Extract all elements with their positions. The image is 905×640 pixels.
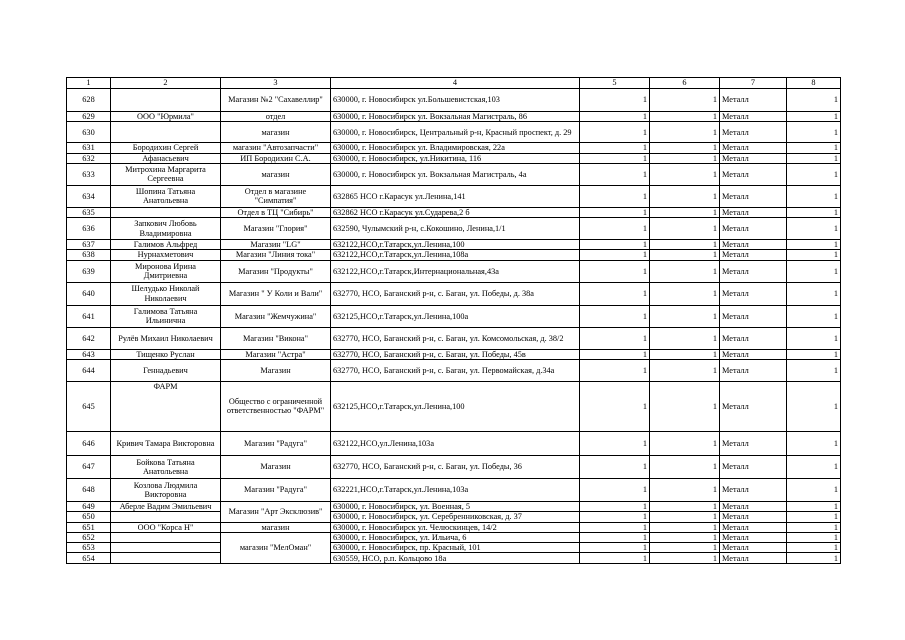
shop-cell: отдел: [221, 112, 331, 122]
table-row: [67, 207, 841, 217]
col8-cell: 1: [787, 381, 841, 431]
row-number: 640: [67, 282, 111, 305]
owner-cell: Миронова Ирина Дмитриевна: [111, 260, 221, 282]
owner-cell: Рулёв Михаил Николаевич: [111, 327, 221, 349]
column-header: 5: [580, 78, 650, 89]
col6-cell: 1: [650, 381, 720, 431]
table-row: [67, 240, 841, 250]
col6-cell: 1: [650, 522, 720, 532]
table-row: [67, 163, 841, 185]
material-cell: Металл: [720, 349, 787, 359]
table-row: [67, 327, 841, 349]
col8-cell: 1: [787, 501, 841, 511]
row-number: 639: [67, 260, 111, 282]
material-cell: Металл: [720, 250, 787, 260]
table-row: [67, 553, 841, 564]
owner-cell: Шопина Татьяна Анатольевна: [111, 185, 221, 207]
table-row: [67, 543, 841, 553]
address-cell: 632125,НСО,г.Татарск,ул.Ленина,100а: [331, 305, 580, 327]
owner-cell: [111, 543, 221, 553]
col8-cell: 1: [787, 359, 841, 381]
col8-cell: 1: [787, 218, 841, 240]
material-cell: Металл: [720, 89, 787, 112]
material-cell: Металл: [720, 381, 787, 431]
row-number: 647: [67, 455, 111, 478]
col6-cell: 1: [650, 163, 720, 185]
col6-cell: 1: [650, 349, 720, 359]
col6-cell: 1: [650, 501, 720, 511]
owner-cell: Шелудько Николай Николаевич: [111, 282, 221, 305]
col5-cell: 1: [580, 250, 650, 260]
material-cell: Металл: [720, 455, 787, 478]
table-row: [67, 349, 841, 359]
col8-cell: 1: [787, 455, 841, 478]
row-number: 643: [67, 349, 111, 359]
col5-cell: 1: [580, 532, 650, 542]
shop-cell: магазин: [221, 522, 331, 532]
col6-cell: 1: [650, 532, 720, 542]
material-cell: Металл: [720, 240, 787, 250]
row-number: 636: [67, 218, 111, 240]
col8-cell: 1: [787, 207, 841, 217]
material-cell: Металл: [720, 207, 787, 217]
owner-cell: Бойкова Татьяна Анатольевна: [111, 455, 221, 478]
col8-cell: 1: [787, 240, 841, 250]
col5-cell: 1: [580, 143, 650, 153]
address-cell: 630000, г. Новосибирск ул. Челюскинцев, 14/2: [331, 522, 580, 532]
col5-cell: 1: [580, 349, 650, 359]
material-cell: Металл: [720, 553, 787, 564]
row-number: 648: [67, 478, 111, 501]
col8-cell: 1: [787, 153, 841, 163]
owner-cell: [111, 122, 221, 143]
address-cell: 632221,НСО,г.Татарск,ул.Ленина,103а: [331, 478, 580, 501]
col6-cell: 1: [650, 553, 720, 564]
material-cell: Металл: [720, 501, 787, 511]
address-cell: 632590, Чулымский р-н, с.Кокошино, Ленина,1/1: [331, 218, 580, 240]
shop-cell: ИП Бородихин С.А.: [221, 153, 331, 163]
owner-cell: [111, 89, 221, 112]
col8-cell: 1: [787, 112, 841, 122]
header-row: [67, 78, 841, 89]
owner-cell: [111, 512, 221, 522]
owner-cell: Запкович Любовь Владимировна: [111, 218, 221, 240]
shop-cell: магазин "Автозапчасти": [221, 143, 331, 153]
col5-cell: 1: [580, 122, 650, 143]
material-cell: Металл: [720, 431, 787, 455]
shop-cell: Магазин: [221, 359, 331, 381]
shop-cell: магазин "МелОман": [221, 532, 331, 564]
row-number: 649: [67, 501, 111, 511]
row-number: 632: [67, 153, 111, 163]
row-number: 645: [67, 381, 111, 431]
address-cell: 632865 НСО г.Карасук ул.Ленина,141: [331, 185, 580, 207]
material-cell: Металл: [720, 122, 787, 143]
col6-cell: 1: [650, 185, 720, 207]
address-cell: 632122,НСО,г.Татарск,Интернациональная,43а: [331, 260, 580, 282]
col5-cell: 1: [580, 478, 650, 501]
col8-cell: 1: [787, 250, 841, 260]
column-header: 2: [111, 78, 221, 89]
address-cell: 630000, г. Новосибирск, пр. Красный, 101: [331, 543, 580, 553]
address-cell: 632122,НСО,г.Татарск,ул.Ленина,100: [331, 240, 580, 250]
table-row: [67, 250, 841, 260]
col8-cell: 1: [787, 512, 841, 522]
col5-cell: 1: [580, 207, 650, 217]
owner-cell: Козлова Людмила Викторовна: [111, 478, 221, 501]
col5-cell: 1: [580, 553, 650, 564]
col5-cell: 1: [580, 455, 650, 478]
col5-cell: 1: [580, 359, 650, 381]
col6-cell: 1: [650, 543, 720, 553]
col8-cell: 1: [787, 122, 841, 143]
owner-cell: ООО "Юрмила": [111, 112, 221, 122]
column-header: 1: [67, 78, 111, 89]
row-number: 641: [67, 305, 111, 327]
address-cell: 630000, г. Новосибирск, Центральный р-н, Красный проспект, д. 29: [331, 122, 580, 143]
column-header: 6: [650, 78, 720, 89]
col6-cell: 1: [650, 112, 720, 122]
material-cell: Металл: [720, 305, 787, 327]
col6-cell: 1: [650, 359, 720, 381]
col5-cell: 1: [580, 260, 650, 282]
col5-cell: 1: [580, 431, 650, 455]
col5-cell: 1: [580, 381, 650, 431]
col6-cell: 1: [650, 455, 720, 478]
owner-cell: ООО "Корса Н": [111, 522, 221, 532]
col8-cell: 1: [787, 143, 841, 153]
table-row: [67, 185, 841, 207]
row-number: 635: [67, 207, 111, 217]
row-number: 646: [67, 431, 111, 455]
col5-cell: 1: [580, 282, 650, 305]
col8-cell: 1: [787, 163, 841, 185]
shop-cell: Отдел в магазине "Симпатия": [221, 185, 331, 207]
col8-cell: 1: [787, 260, 841, 282]
col8-cell: 1: [787, 522, 841, 532]
col6-cell: 1: [650, 512, 720, 522]
address-cell: 632122,НСО,г.Татарск,ул.Ленина,108а: [331, 250, 580, 260]
material-cell: Металл: [720, 512, 787, 522]
address-cell: 630000, г. Новосибирск ул. Вокзальная Магистраль, 4а: [331, 163, 580, 185]
col5-cell: 1: [580, 218, 650, 240]
table-row: [67, 431, 841, 455]
row-number: 630: [67, 122, 111, 143]
material-cell: Металл: [720, 532, 787, 542]
col5-cell: 1: [580, 153, 650, 163]
shop-cell: Магазин №2 "Сахавеллир": [221, 89, 331, 112]
owner-cell: Тищенко Руслан: [111, 349, 221, 359]
address-cell: 630559, НСО, р.п. Кольцово 18а: [331, 553, 580, 564]
address-cell: 632770, НСО, Баганский р-н, с. Баган, ул. Победы, 45в: [331, 349, 580, 359]
owner-cell: Галимов Альфред: [111, 240, 221, 250]
shop-cell: Магазин "Арт Эксклюзив": [221, 501, 331, 522]
table-row: [67, 122, 841, 143]
owner-cell: Кривич Тамара Викторовна: [111, 431, 221, 455]
col6-cell: 1: [650, 218, 720, 240]
shop-cell: Магазин "Жемчужина": [221, 305, 331, 327]
table-row: [67, 522, 841, 532]
address-cell: 632122,НСО,ул.Ленина,103а: [331, 431, 580, 455]
table-row: [67, 143, 841, 153]
col8-cell: 1: [787, 185, 841, 207]
table-row: [67, 305, 841, 327]
address-cell: 632770, НСО, Баганский р-н, с. Баган, ул. Победы, д. 38а: [331, 282, 580, 305]
shop-cell: Магазин "Радуга": [221, 478, 331, 501]
column-header: 4: [331, 78, 580, 89]
column-header: 3: [221, 78, 331, 89]
address-cell: 630000, г. Новосибирск, ул.Никитина, 116: [331, 153, 580, 163]
shop-cell: Отдел в ТЦ "Сибирь": [221, 207, 331, 217]
table-row: [67, 218, 841, 240]
material-cell: Металл: [720, 522, 787, 532]
owner-cell: [111, 532, 221, 542]
row-number: 654: [67, 553, 111, 564]
col6-cell: 1: [650, 282, 720, 305]
material-cell: Металл: [720, 163, 787, 185]
address-cell: 632125,НСО,г.Татарск,ул.Ленина,100: [331, 381, 580, 431]
row-number: 650: [67, 512, 111, 522]
table-row: [67, 260, 841, 282]
col5-cell: 1: [580, 522, 650, 532]
material-cell: Металл: [720, 153, 787, 163]
row-number: 633: [67, 163, 111, 185]
col5-cell: 1: [580, 185, 650, 207]
material-cell: Металл: [720, 359, 787, 381]
table-row: [67, 455, 841, 478]
address-cell: 632862 НСО г.Карасук ул.Сударева,2 б: [331, 207, 580, 217]
table-row: [67, 381, 841, 431]
shop-cell: Магазин "Линия тока": [221, 250, 331, 260]
owner-cell: Митрохина Маргарита Сергеевна: [111, 163, 221, 185]
shop-cell: Магазин "Продукты": [221, 260, 331, 282]
col6-cell: 1: [650, 89, 720, 112]
row-number: 631: [67, 143, 111, 153]
row-number: 634: [67, 185, 111, 207]
col8-cell: 1: [787, 282, 841, 305]
col5-cell: 1: [580, 512, 650, 522]
table-row: [67, 512, 841, 522]
col5-cell: 1: [580, 112, 650, 122]
address-cell: 630000, г. Новосибирск, ул. Серебренниковская, д. 37: [331, 512, 580, 522]
col8-cell: 1: [787, 543, 841, 553]
material-cell: Металл: [720, 543, 787, 553]
column-header: 7: [720, 78, 787, 89]
row-number: 628: [67, 89, 111, 112]
col6-cell: 1: [650, 327, 720, 349]
shop-cell: Магазин "Глория": [221, 218, 331, 240]
owner-cell: Аберле Вадим Эмильевич: [111, 501, 221, 511]
material-cell: Металл: [720, 143, 787, 153]
col6-cell: 1: [650, 305, 720, 327]
col5-cell: 1: [580, 89, 650, 112]
owner-cell: [111, 553, 221, 564]
row-number: 629: [67, 112, 111, 122]
col8-cell: 1: [787, 89, 841, 112]
row-number: 652: [67, 532, 111, 542]
row-number: 642: [67, 327, 111, 349]
address-cell: 632770, НСО, Баганский р-н, с. Баган, ул. Победы, 36: [331, 455, 580, 478]
shop-cell: Магазин " У Коли и Вали": [221, 282, 331, 305]
address-cell: 630000, г. Новосибирск ул.Большевистская,103: [331, 89, 580, 112]
address-cell: 630000, г. Новосибирск, ул. Ильича, 6: [331, 532, 580, 542]
shop-cell: Магазин "Викона": [221, 327, 331, 349]
col8-cell: 1: [787, 532, 841, 542]
shop-cell: Магазин "Астра": [221, 349, 331, 359]
col6-cell: 1: [650, 260, 720, 282]
owner-cell: ФАРМ: [111, 381, 221, 431]
material-cell: Металл: [720, 282, 787, 305]
address-cell: 630000, г. Новосибирск, ул. Военная, 5: [331, 501, 580, 511]
row-number: 653: [67, 543, 111, 553]
col5-cell: 1: [580, 543, 650, 553]
owner-cell: Геннадьевич: [111, 359, 221, 381]
row-number: 637: [67, 240, 111, 250]
table-row: [67, 112, 841, 122]
owner-cell: [111, 207, 221, 217]
col5-cell: 1: [580, 163, 650, 185]
table-row: [67, 89, 841, 112]
shop-cell: Магазин "Радуга": [221, 431, 331, 455]
shop-cell: магазин: [221, 122, 331, 143]
col6-cell: 1: [650, 478, 720, 501]
shop-cell: Магазин: [221, 455, 331, 478]
col6-cell: 1: [650, 240, 720, 250]
material-cell: Металл: [720, 478, 787, 501]
material-cell: Металл: [720, 260, 787, 282]
table-row: [67, 359, 841, 381]
shop-cell: Общество с ограниченной ответственностью "ФАРМ": [221, 381, 331, 431]
table-row: [67, 153, 841, 163]
col8-cell: 1: [787, 431, 841, 455]
col8-cell: 1: [787, 349, 841, 359]
col6-cell: 1: [650, 207, 720, 217]
address-cell: 632770, НСО, Баганский р-н, с. Баган, ул. Комсомольская, д. 38/2: [331, 327, 580, 349]
row-number: 638: [67, 250, 111, 260]
row-number: 644: [67, 359, 111, 381]
owner-cell: Галимова Татьяна Ильинична: [111, 305, 221, 327]
column-header: 8: [787, 78, 841, 89]
registry-table: [66, 77, 841, 564]
shop-cell: Магазин "LG": [221, 240, 331, 250]
material-cell: Металл: [720, 185, 787, 207]
table-row: [67, 532, 841, 542]
material-cell: Металл: [720, 327, 787, 349]
address-cell: 632770, НСО, Баганский р-н, с. Баган, ул. Первомайская, д.34а: [331, 359, 580, 381]
col6-cell: 1: [650, 431, 720, 455]
col8-cell: 1: [787, 553, 841, 564]
shop-cell: магазин: [221, 163, 331, 185]
col5-cell: 1: [580, 327, 650, 349]
table-row: [67, 501, 841, 511]
col6-cell: 1: [650, 122, 720, 143]
owner-cell: Бородихин Сергей: [111, 143, 221, 153]
table-row: [67, 282, 841, 305]
col5-cell: 1: [580, 501, 650, 511]
owner-cell: Нурнахметович: [111, 250, 221, 260]
owner-cell: Афанасьевич: [111, 153, 221, 163]
col8-cell: 1: [787, 478, 841, 501]
col5-cell: 1: [580, 305, 650, 327]
col8-cell: 1: [787, 305, 841, 327]
col5-cell: 1: [580, 240, 650, 250]
col6-cell: 1: [650, 153, 720, 163]
col6-cell: 1: [650, 143, 720, 153]
address-cell: 630000, г. Новосибирск ул. Вокзальная Магистраль, 86: [331, 112, 580, 122]
material-cell: Металл: [720, 112, 787, 122]
row-number: 651: [67, 522, 111, 532]
material-cell: Металл: [720, 218, 787, 240]
table-row: [67, 478, 841, 501]
address-cell: 630000, г. Новосибирск ул. Владимировская, 22а: [331, 143, 580, 153]
col8-cell: 1: [787, 327, 841, 349]
col6-cell: 1: [650, 250, 720, 260]
